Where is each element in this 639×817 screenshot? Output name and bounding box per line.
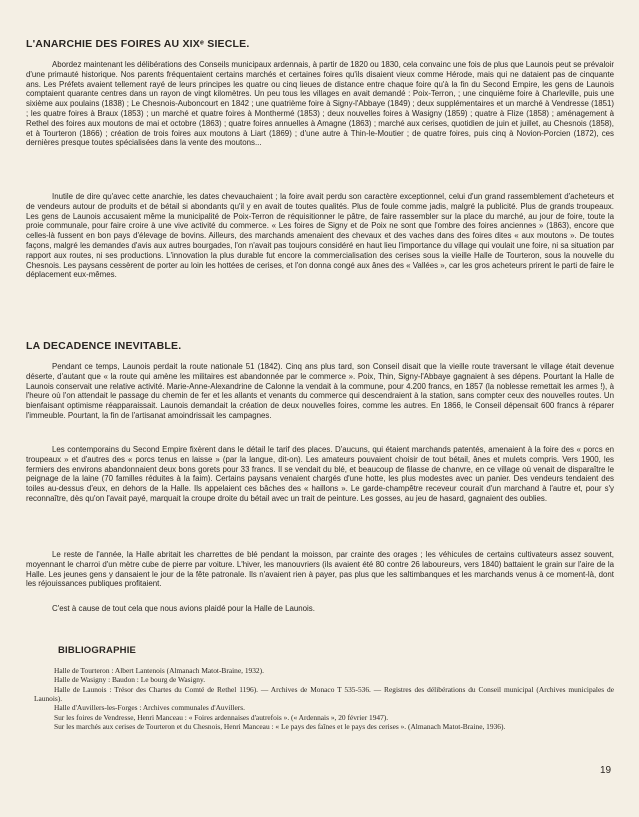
bibliography-entry: Sur les marchés aux cerises de Tourteron et du Chesnois, Henri Manceau : « Le pays des faînes et le pays des cerises ». (Almanach Matot-Braine, 1936). <box>54 721 506 731</box>
paragraph-decadence-3: Le reste de l'année, la Halle abritait les charrettes de blé pendant la moisson, par crainte des orages ; les véhicules de certains cultivateurs assez souvent, moyennant le charroi d'un mètre cube de pierre par voiture. L'hiver, les manouvriers (ils avaient été 80 contre 26 laboureurs, vers 1840) battaient le grain sur l'aire de la Halle. Les jeunes gens y dansaient le jour de la fête patronale. Ils n'avaient rien à payer, pas plus que les saltimbanques et les marchands venus à ce moment-là, dont les réjouissances publiques profitaient. <box>26 550 614 589</box>
bibliography-entry: Sur les foires de Vendresse, Henri Manceau : « Foires ardennaises d'autrefois ». (« Ardennais », 20 février 1947). <box>54 712 389 722</box>
paragraph-decadence-1: Pendant ce temps, Launois perdait la route nationale 51 (1842). Cinq ans plus tard, son Conseil disait que la vieille route traversant le village était devenue déserte, d'autant que « la route qui amène les militaires est abandonnée par le commerce ». Poix, Thin, Signy-l'Abbaye gagnaient à ses dépens. Pourtant la Halle de Launois conservait une relative activité. Marie-Anne-Alexandrine de Calonne la vendait à la commune, pour 4.200 francs, en 1857 (la noblesse remettait les armes !), à l'heure où l'on attendait le passage du chemin de fer et les allants et venants du commerce qui descendraient à la station, sans compter ceux des nouvelles routes. Un bienfaisant optimisme réapparaissait. Launois demandait la création de deux nouvelles foires, comme les autres. En 1866, le Conseil dépensait 600 francs à réparer l'immeuble. Pourtant, la fin de l'artisanat amoindrissait les campagnes. <box>26 362 614 420</box>
paragraph-decadence-4: C'est à cause de tout cela que nous avions plaidé pour la Halle de Launois. <box>52 604 315 613</box>
section-heading-anarchie: L'ANARCHIE DES FOIRES AU XIXᵉ SIECLE. <box>26 38 250 50</box>
bibliography-list <box>34 667 614 732</box>
bibliography-entry: Halle de Launois : Trésor des Chartes du Comté de Rethel 1196). — Archives de Monaco T 535-536. — Registres des délibérations du Conseil municipal (Archives municipales de Launois). <box>34 684 614 703</box>
section-heading-decadence: LA DECADENCE INEVITABLE. <box>26 340 182 352</box>
bibliography-entry: Halle de Tourteron : Albert Lantenois (Almanach Matot-Braine, 1932). <box>54 666 264 675</box>
bibliography-entry: Halle de Wasigny : Baudon : Le bourg de Wasigny. <box>54 675 206 685</box>
paragraph-decadence-2: Les contemporains du Second Empire fixèrent dans le détail le tarif des places. D'aucuns, qui étaient marchands patentés, amenaient à la foire des « porcs en troupeaux » et d'autres des « porcs tenus en laisse » (par la langue, dit-on). Les amateurs pouvaient choisir de tout bétail, ânes et mulets compris. Vers 1900, les fermiers des environs abandonnaient deux bons gorets pour 33 francs. Il se vendait du blé, et beaucoup de filasse de chanvre, en ce village où venait de disparaître le peignage de la laine (70 familles réduites à la faim). Certains paysans venaient chargés d'une hotte, les plus modestes avec un panier. Des vendeurs tendaient des toiles au-dessus d'eux, en dehors de la Halle. Ils appelaient ces bâches des « haillons ». Le garde-champêtre receveur courait d'un marchand à l'autre et, pour s'y reconnaître, dès qu'on l'avait payé, marquait la croupe droite du bétail avec un trait de peinture. Les gosses, au jeu de hasard, gagnaient des oublies. <box>26 445 614 503</box>
page-number: 19 <box>600 765 612 776</box>
paragraph-anarchie-2: Inutile de dire qu'avec cette anarchie, les dates chevauchaient ; la foire avait perdu son caractère exceptionnel, celui d'un grand rassemblement d'acheteurs et de vendeurs autour de produits et de bétail si abondants qu'il y en avait de toutes qualités. Plus de foule comme jadis, malgré la publicité. Plus de grands troupeaux. Les gens de Launois accusaient même la municipalité de Poix-Terron de réquisitionner le pâtre, de faire rassembler sur la place du marché, au jour de foire, toute la proie communale, pour faire croire à une vive activité du commerce. « Les foires de Signy et de Poix ne sont que l'ombre des foires anciennes » (1863), encore que celles-là fussent en bon pays d'élevage de bovins. Ailleurs, des marchands amenaient des chevaux et des vaches dans des foires dites « aux moutons ». De toutes façons, malgré les demandes d'avis aux autres bourgades, l'on n'avait pas toujours considéré en haut lieu l'importance du village qui voulait une foire, ni sa situation par rapport aux routes, ni ses productions. L'innovation la plus durable fut encore la commercialisation des cerises sous la vieille Halle de Tourteron, sous la nouvelle du Chesnois. Les paysans cessèrent de porter au loin les hottées de cerises, et l'on donna congé aux ânes des « Vallées », car les gros acheteurs prirent le parti de faire le déplacement eux-mêmes. <box>26 192 614 280</box>
bibliography-heading: BIBLIOGRAPHIE <box>58 645 137 656</box>
bibliography-entry: Halle d'Auvillers-les-Forges : Archives communales d'Auvillers. <box>54 703 245 713</box>
paragraph-anarchie-1: Abordez maintenant les délibérations des Conseils municipaux ardennais, à partir de 1820 ou 1830, cela convainc une fois de plus que Launois peut se prévaloir d'une primauté historique. Nos parents fréquentaient certains marchés et certaines foires qu'ils disaient vieux comme Hérode, mais qui ne dataient pas de cinquante ans. Les Préfets avaient tellement rayé de leurs principes les quatre ou cinq lieues de distance entre chaque foire qu'à la fin du Second Empire, les gens de Launois comptaient quarante centres dans un rayon de vingt kilomètres. Un peu tous les villages en avait demandé : Poix-Terron, ; une cinquième foire à Charleville, puis une sixième aux poulains (1838) ; Le Chesnois-Auboncourt en 1842 ; une quatrième foire à Signy-l'Abbaye (1849) ; deux supplémentaires et un marché à Vendresse (1851) ; les quatre foires à Braux (1853) ; un marché et quatre foires à Monthermé (1853) ; deux nouvelles foires à Wasigny (1859) ; quatre à Flize (1858) ; aménagement à Rethel des foires aux moutons de mai et octobre (1863) ; quatre foires annuelles à Amagne (1863) ; marché aux cerises, quotidien de juin et juillet, au Chesnois (1858), et à Tourteron (1866) ; création de trois foires aux moutons à Liart (1869) ; d'une autre à Thin-le-Moutier ; de quatre foires, puis cinq à Novion-Porcien (1872), ces dernières presque toutes spécialisées dans la vente des moutons... <box>26 60 614 148</box>
